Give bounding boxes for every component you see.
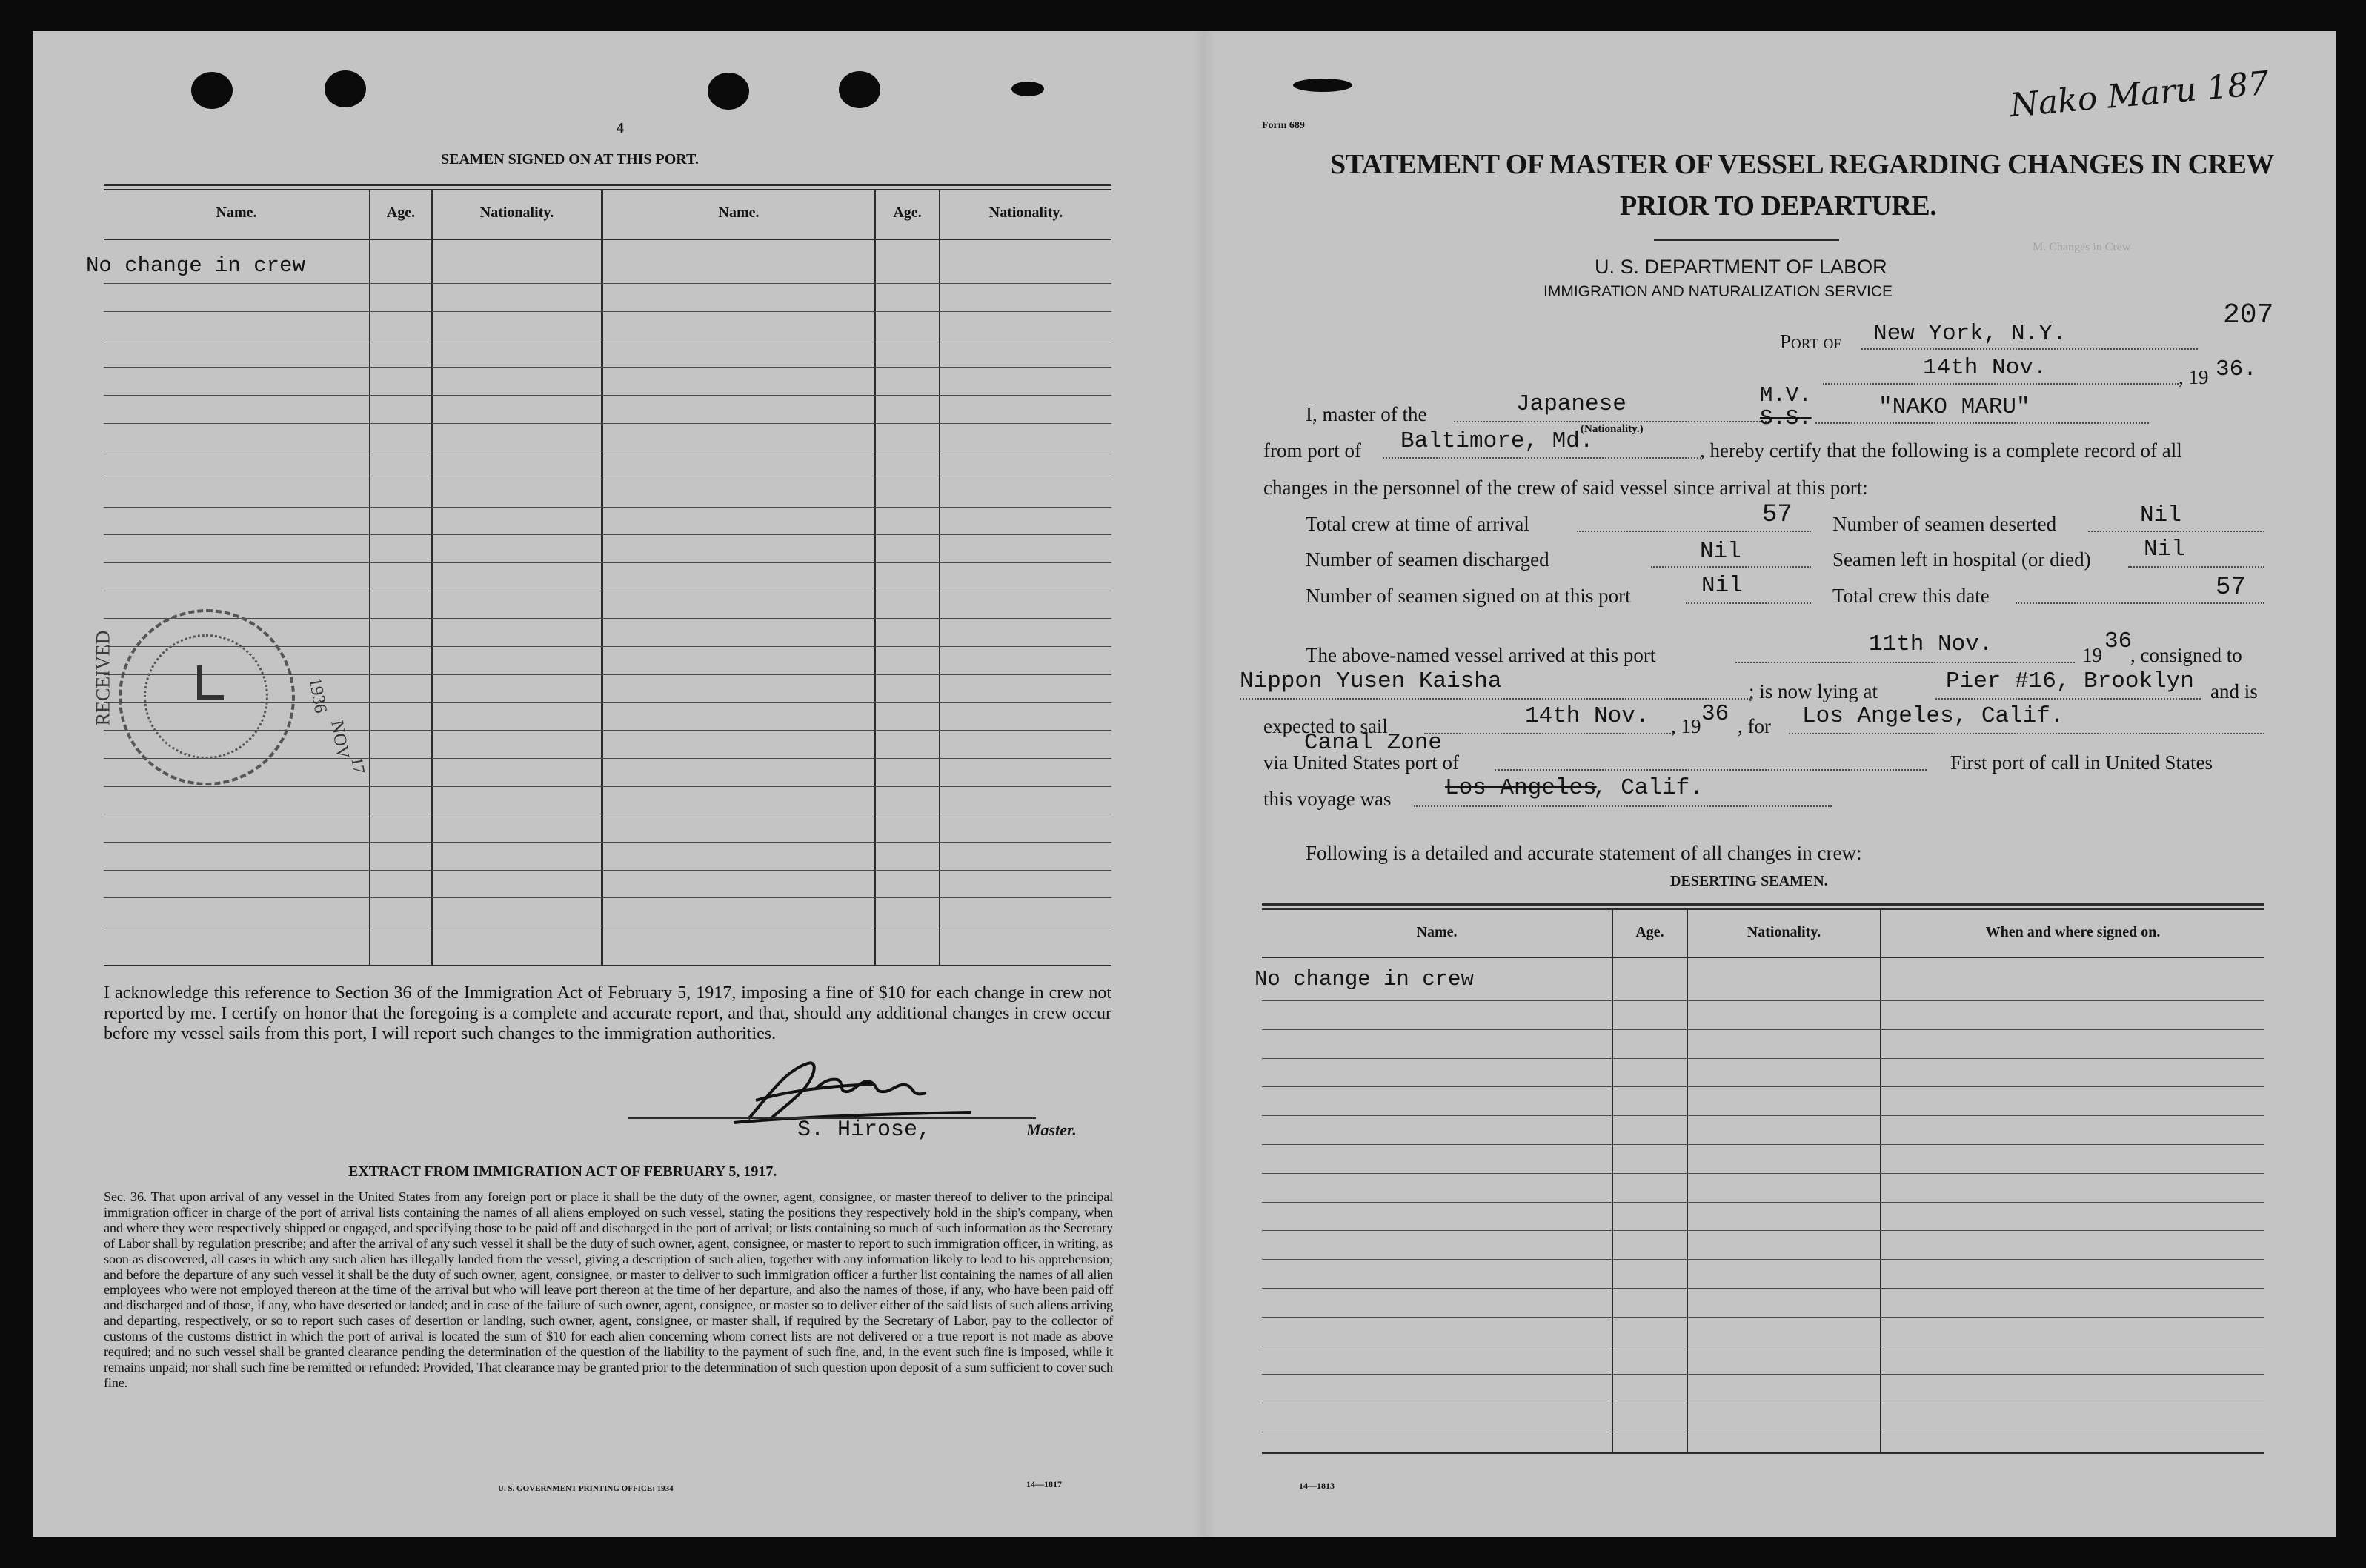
table-rule	[104, 367, 1111, 368]
lying-label: ; is now lying at	[1749, 680, 1878, 702]
vessel-type: M.V.	[1760, 383, 1812, 408]
stat-label: Number of seamen signed on at this port	[1306, 585, 1631, 607]
extract-text: Sec. 36. That upon arrival of any vessel in the United States from any foreign port or place it shall be the duty of the owner, agent, consignee, or master thereof to deliver to the principal immigration officer in charge of the port of arrival lists containing the names of all aliens employed on such vessel, stating the positions they respectively hold in the ship's company, when and where they were respectively shipped or engaged, and specifying those to be paid off and discharged in the port of arrival; or lists containing so much of such information as the Secretary of Labor shall by regulation prescribe; and after the arrival of any such vessel it shall be the duty of such owner, agent, consignee, or master to report to such immigration officer, in writing, as soon as discovered, all cases in which any such alien has illegally landed from the vessel, giving a description of such alien, together with any information likely to lead to his apprehension; and before the departure of any such vessel it shall be the duty of such owner, agent, consignee, or master to deliver to such immigration officer a further list containing the names of all alien employees who were not employed thereon at the time of the arrival but who will leave port thereon at the time of her departure, and also the names of those, if any, who have been paid off and discharged and of those, if any, who have deserted or landed; and in case of the failure of such owner, agent, consignee, or master so to deliver either of the said lists of such aliens arriving and departing, respectively, or so to report such cases of desertion or landing, such owner, agent, consignee, or master shall, if required by the Secretary of Labor, pay to the collector of customs of the customs district in which the port of arrival is located the sum of $10 for each alien concerning whom correct lists are not delivered or a true report is not made as above required; and no such vessel shall be granted clearance pending the determination of the question of the liability to the payment of such fine, and, in the event such fine is imposed, while it remains unpaid; nor shall such fine be remitted or refunded: Provided, That clearance may be granted prior to the determination of such question upon deposit of a sum sufficient to cover such fine.	[104, 1189, 1113, 1390]
punch-hole	[1293, 79, 1352, 92]
following-text: Following is a detailed and accurate statement of all changes in crew:	[1306, 842, 1862, 864]
page-reference-number: 207	[2223, 299, 2274, 331]
table-rule	[1262, 1144, 2264, 1145]
table-rule	[1262, 1202, 2264, 1203]
column-header: Age.	[386, 205, 416, 221]
year-prefix: , 19	[2179, 366, 2209, 388]
from-port-label: from port of	[1263, 439, 1361, 462]
destination: Los Angeles, Calif.	[1802, 703, 2064, 729]
stat-value: Nil	[2144, 536, 2185, 562]
table-rule	[1262, 1058, 2264, 1059]
signature-title: Master.	[1026, 1120, 1077, 1139]
table-rule	[104, 842, 1111, 843]
for-label: , for	[1738, 715, 1771, 737]
consigned-label: , consigned to	[2130, 644, 2242, 666]
punch-hole	[708, 73, 749, 110]
punch-hole	[839, 71, 880, 108]
table-rule	[104, 562, 1111, 563]
table-rule	[104, 534, 1111, 535]
voyage-label: this voyage was	[1263, 788, 1392, 810]
deserting-title: DESERTING SEAMEN.	[1670, 873, 1828, 889]
voyage-struck: Los Angeles	[1445, 775, 1597, 801]
from-port-value: Baltimore, Md.	[1400, 428, 1594, 454]
table-rule	[1262, 1230, 2264, 1231]
acknowledgement-text: I acknowledge this reference to Section 36 of the Immigration Act of February 5, 1917, imposing a fine of $10 for each change in crew not reported by me. I certify on honor that the foregoing is a complete and accurate report, and that, should any additional changes in crew occur before my vessel sails from this port, I will report such changes to the immigration authorities.	[104, 983, 1111, 1043]
date-value: 14th Nov.	[1923, 355, 2047, 381]
year-suffix: 36.	[2216, 356, 2257, 382]
stamp-month: NOV	[327, 719, 353, 761]
table-rule	[1262, 1288, 2264, 1289]
table-rule	[104, 507, 1111, 508]
pier: Pier #16, Brooklyn	[1946, 668, 2194, 694]
table-rule	[104, 786, 1111, 787]
table-rule	[104, 423, 1111, 424]
service-name: IMMIGRATION AND NATURALIZATION SERVICE	[1543, 283, 1893, 300]
and-is-label: and is	[2210, 680, 2258, 702]
form-title-line2: PRIOR TO DEPARTURE.	[1620, 190, 1937, 222]
column-header: When and where signed on.	[1985, 924, 2161, 940]
table-rule	[1262, 1173, 2264, 1174]
punch-hole	[191, 72, 233, 109]
stat-value: Nil	[2140, 502, 2181, 528]
sail-year-prefix: , 19	[1671, 715, 1701, 737]
form-code: 14—1817	[1026, 1479, 1062, 1489]
master-label: I, master of the	[1306, 403, 1427, 425]
stamp-clock-hand	[197, 665, 224, 700]
column-header: Age.	[893, 205, 922, 221]
stat-label: Seamen left in hospital (or died)	[1832, 548, 2091, 571]
port-label: Port of	[1780, 330, 1841, 353]
table-rule	[1262, 1029, 2264, 1030]
table-rule	[1262, 1115, 2264, 1116]
column-header: Nationality.	[988, 205, 1063, 221]
via-label: via United States port of	[1263, 751, 1459, 774]
column-header: Name.	[718, 205, 760, 221]
form-title-line1: STATEMENT OF MASTER OF VESSEL REGARDING CHANGES IN CREW	[1330, 149, 2274, 180]
sail-year-suffix: 36	[1701, 701, 1729, 727]
nationality-caption: (Nationality.)	[1581, 423, 1644, 435]
table-rule	[1262, 1374, 2264, 1375]
stamp-day: 17	[348, 755, 369, 775]
arrived-year-prefix: 19	[2082, 644, 2102, 666]
first-port-label: First port of call in United States	[1950, 751, 2213, 774]
column-header: Name.	[1416, 924, 1458, 940]
handwritten-corner-note: Nako Maru 187	[2008, 64, 2271, 125]
vessel-type-struck: S.S.	[1760, 406, 1812, 431]
department-name: U. S. DEPARTMENT OF LABOR	[1595, 256, 1887, 278]
stat-value: Nil	[1701, 573, 1743, 599]
section-title: SEAMEN SIGNED ON AT THIS PORT.	[441, 151, 699, 167]
sail-date: 14th Nov.	[1525, 703, 1649, 729]
table-rule	[1262, 1259, 2264, 1260]
stat-label: Total crew this date	[1832, 585, 1990, 607]
column-header: Nationality.	[1747, 924, 1821, 940]
table-rule	[104, 618, 1111, 619]
table-rule	[104, 870, 1111, 871]
voyage-value: , Calif.	[1593, 775, 1704, 801]
arrived-year-suffix: 36	[2104, 628, 2133, 654]
form-code: 14—1813	[1299, 1481, 1335, 1491]
stat-value: Nil	[1700, 539, 1741, 565]
certify-text: , hereby certify that the following is a complete record of all	[1700, 439, 2182, 462]
faint-note: M. Changes in Crew	[2033, 241, 2131, 253]
port-value: New York, N.Y.	[1873, 321, 2067, 347]
form-number: Form 689	[1262, 120, 1305, 131]
vessel-name: "NAKO MARU"	[1878, 394, 2030, 420]
table-entry: No change in crew	[1255, 967, 1474, 991]
table-rule	[1262, 1086, 2264, 1087]
column-header: Age.	[1635, 924, 1664, 940]
stat-value: 57	[2216, 574, 2246, 602]
nationality-value: Japanese	[1516, 391, 1626, 417]
extract-title: EXTRACT FROM IMMIGRATION ACT OF FEBRUARY 5, 1917.	[348, 1163, 777, 1180]
stat-value: 57	[1762, 501, 1792, 529]
via-note: Canal Zone	[1304, 730, 1443, 756]
received-stamp	[119, 609, 295, 785]
signature-name: S. Hirose,	[797, 1117, 931, 1143]
arrived-label: The above-named vessel arrived at this port	[1306, 644, 1656, 666]
printer-credit: U. S. GOVERNMENT PRINTING OFFICE: 1934	[498, 1484, 674, 1493]
page-number: 4	[617, 120, 624, 136]
stamp-received-label: RECEIVED	[92, 630, 114, 726]
stat-label: Number of seamen deserted	[1832, 513, 2057, 535]
consignee: Nippon Yusen Kaisha	[1240, 668, 1502, 694]
changes-text: changes in the personnel of the crew of said vessel since arrival at this port:	[1263, 476, 1868, 499]
expected-label: expected to sail	[1263, 715, 1388, 737]
table-rule	[1262, 1317, 2264, 1318]
table-rule	[104, 897, 1111, 898]
stamp-year: 1936	[305, 676, 330, 715]
punch-hole	[325, 70, 366, 107]
arrived-date: 11th Nov.	[1869, 631, 1993, 657]
table-rule	[104, 283, 1111, 284]
table-rule	[104, 395, 1111, 396]
page-fold	[1193, 31, 1215, 1537]
stat-label: Number of seamen discharged	[1306, 548, 1549, 571]
stat-label: Total crew at time of arrival	[1306, 513, 1529, 535]
table-entry: No change in crew	[86, 253, 305, 278]
column-header: Nationality.	[479, 205, 554, 221]
column-header: Name.	[216, 205, 257, 221]
table-rule	[104, 311, 1111, 312]
punch-hole	[1011, 82, 1044, 96]
table-rule	[1262, 1000, 2264, 1001]
